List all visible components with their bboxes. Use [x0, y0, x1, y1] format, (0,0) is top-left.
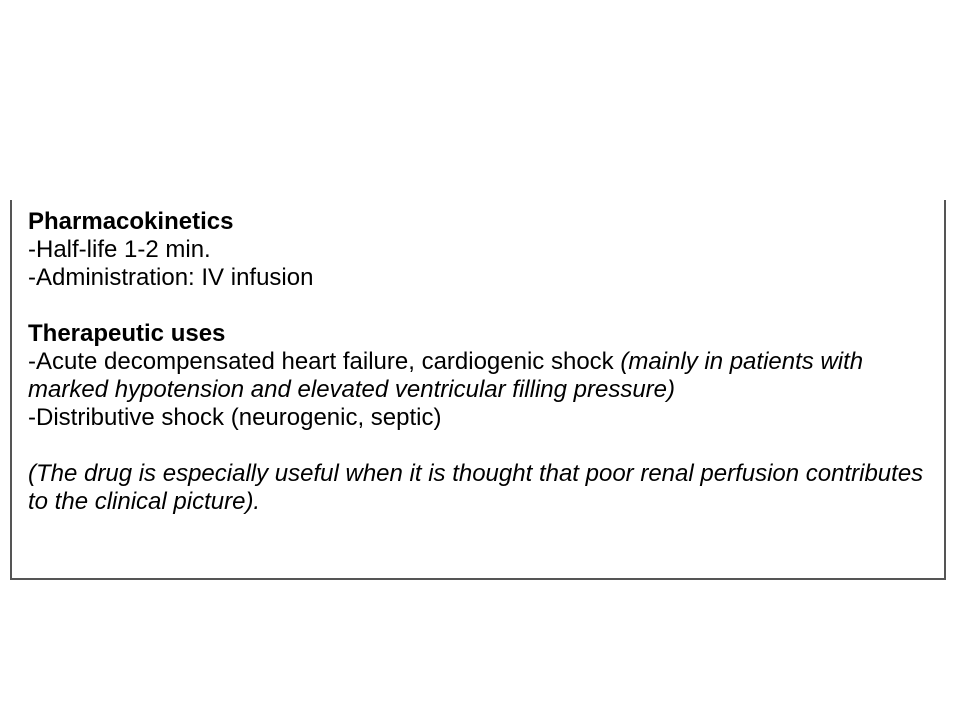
use-distributive-shock: -Distributive shock (neurogenic, septic) [28, 404, 442, 431]
use-heart-failure-note: (mainly in patients with marked hypotension and elevated ventricular filling pressure) [28, 348, 864, 403]
pharmacokinetics-heading: Pharmacokinetics [28, 208, 234, 235]
content-box [10, 200, 946, 580]
spacer [28, 292, 940, 320]
administration-line: -Administration: IV infusion [28, 264, 314, 291]
slide-content [28, 208, 940, 516]
spacer [28, 432, 940, 460]
use-heart-failure [28, 348, 940, 404]
renal-perfusion-note: (The drug is especially useful when it is thought that poor renal perfusion contributes to the clinical picture). [28, 460, 924, 515]
use-heart-failure-text: -Acute decompensated heart failure, cardiogenic shock [28, 348, 621, 375]
half-life-line: -Half-life 1-2 min. [28, 236, 211, 263]
therapeutic-uses-heading: Therapeutic uses [28, 320, 226, 347]
